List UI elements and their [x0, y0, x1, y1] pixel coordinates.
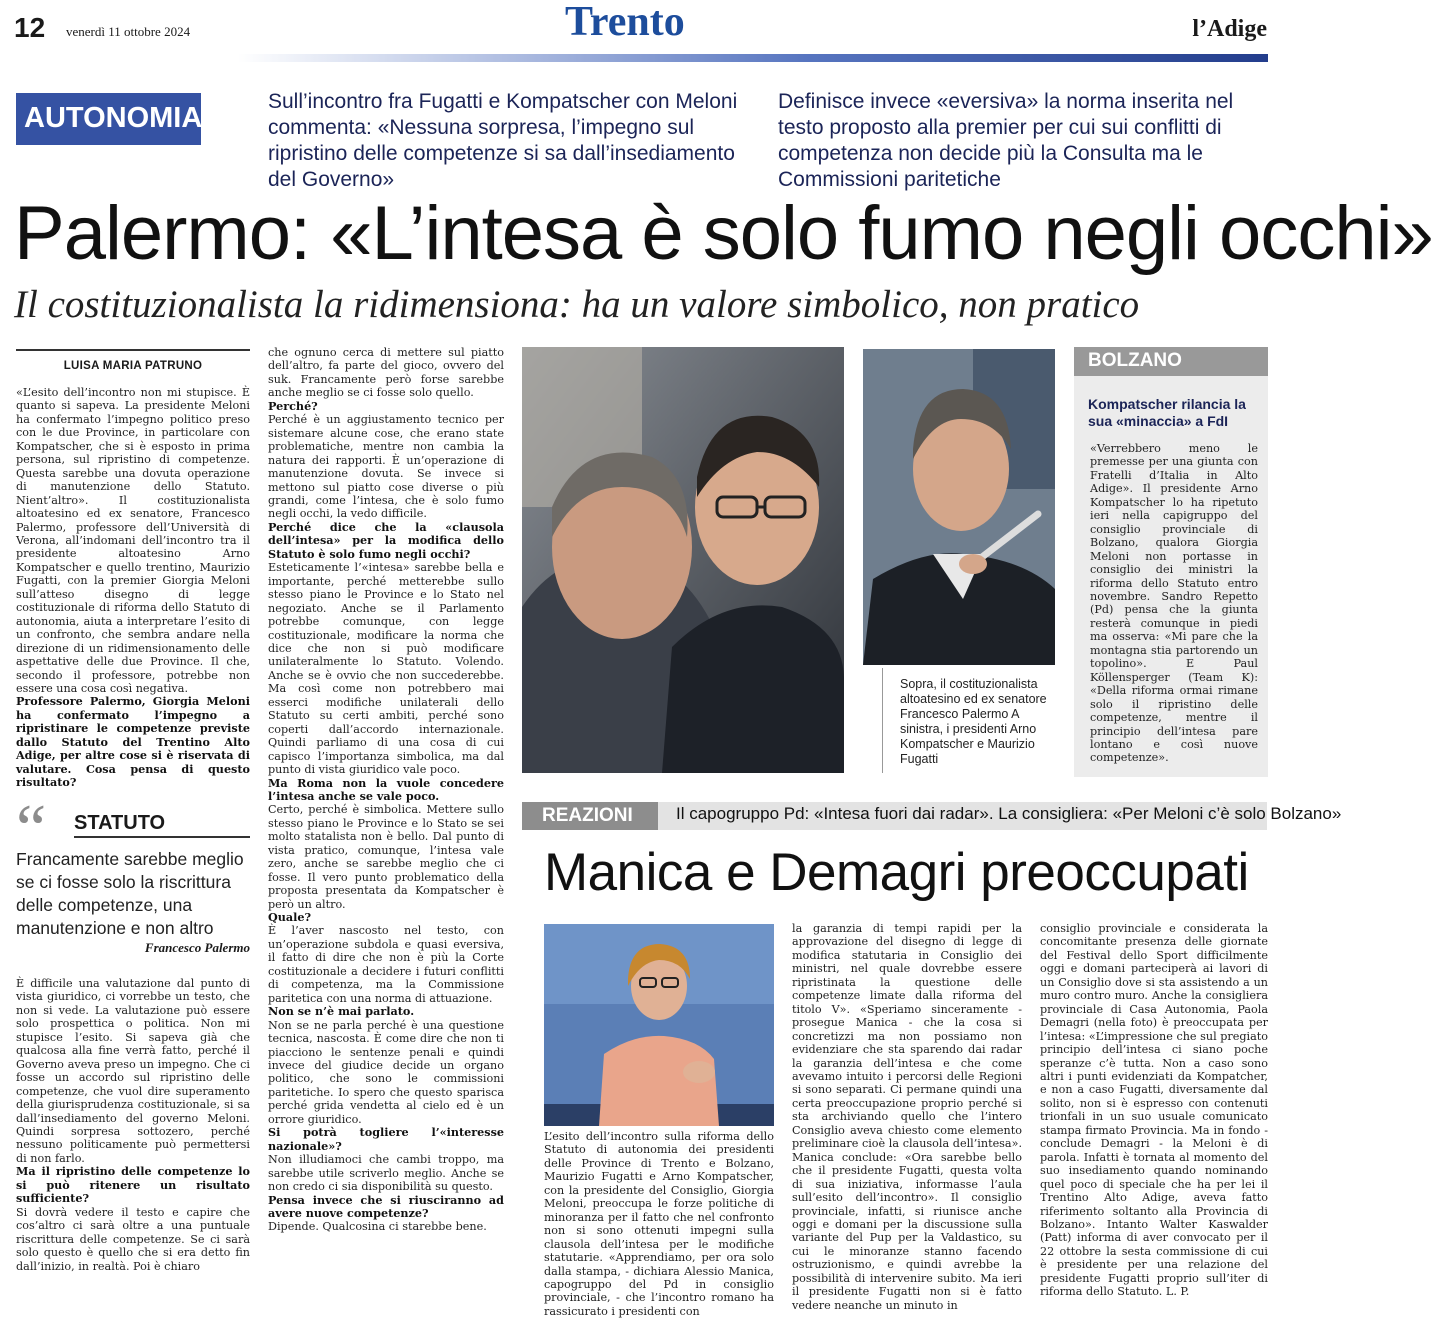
kicker-label: AUTONOMIA	[16, 93, 201, 145]
quote-mark-icon: “	[16, 790, 47, 866]
interview-answer: Certo, perché è simbolica. Mettere sullo stesso piano le Province e lo Stato se sei molto statalista non è bello. Dal punto di vista pratico, comunque, l’intesa vale zero, anche se sarebbe meglio che ci fosse. Il vero punto problematico della proposta presentata da Kompatscher è però un altro.	[268, 803, 504, 911]
deck-right: Definisce invece «eversiva» la norma inserita nel testo proposto alla premier per cui sui conflitti di competenza non decide più la Consulta ma le Commissioni paritetiche	[778, 90, 1234, 191]
sidebar-text: «Verrebbero meno le premesse per una giunta con Fratelli d’Italia in Alto Adige». Il presidente Arno Kompatscher lo ha ripetuto ieri nella capigruppo del consiglio provinciale di Bolzano, qualora Giorgia Meloni non portasse in consiglio dei ministri la riforma dello Statuto entro novembre. Sandro Repetto (Pd) pensa che la giunta resterà comunque in piedi ma osserva: «Mi pare che la montagna stia partorendo un topolino». E Paul Köllensperger (Team K): «Della riforma ormai rimane solo il ripristino delle competenze, mentre il principio dell’intesa pare lontano e così nuove competenze».	[1090, 442, 1258, 765]
newspaper-brand: l’Adige	[1192, 16, 1267, 42]
reazioni-col3: consiglio provinciale e considerata la concomitante presenza delle giornate del Festival dello Sport difficilmente oggi e domani parteciperà ai lavori di un Consiglio dove si sta assistendo a un muro contro muro. Anche la consigliera provinciale di Casa Autonomia, Paola Demagri (nella foto) è preoccupata per l’intesa: «L’impressione che sul pregiato principio dell’intesa ci siano poche speranze c’è tutta. Non a caso sono altri i punti evidenziati da Kompatcher, e non a caso Fugatti, diversamente dal solito, non si è espresso con contenuti trionfali in un suo usuale comunicato stampa firmato Provincia. Ma in fondo - conclude Demagri - la Meloni è di parola. Infatti è tornata al momento del suo insediamento quando nominando quel poco di speciale che ha per lei il Trentino Alto Adige, aveva fatto riferimento soltanto alla Provincia di Bolzano». Intanto Walter Kaswalder (Patt) informa di aver convocato per il 22 ottobre la sesta commissione di cui è presidente per una relazione del presidente Fugatti proprio sull’iter di riforma dello Statuto. L. P.	[1040, 922, 1268, 1299]
section-title: Trento	[565, 0, 685, 45]
presidents-photo-image	[522, 347, 844, 773]
answer-2: Si dovrà vedere il testo e capire che cos’altro ci sarà oltre a una puntuale riscrittura delle competenze. Se ci sarà solo questo è quello che si era detto fin dall’inizio, in realtà. Poi è chiaro	[16, 1205, 250, 1273]
page-number: 12	[14, 12, 46, 43]
answer-1: È difficile una valutazione dal punto di vista giuridico, ci vorrebbe un testo, che non si vede. La valutazione può essere solo prospettica o politica. Non mi stupisce l’esito. Si sapeva già che qualcosa alla fine verrà fatto, perché il Governo aveva preso un impegno. Che ci fosse un accordo sul ripristino delle competenze, che vuol dire superamento della giurisprudenza costituzionale, si sa dall’insediamento del governo Meloni. Quindi sorpresa sottozero, perché nessuno politicamente può permettersi di non farlo.	[16, 977, 250, 1165]
photo-presidents	[522, 347, 844, 773]
photo-demagri	[544, 924, 774, 1126]
byline-rule	[16, 349, 250, 351]
interview-answer: che ognuno cerca di mettere sul piatto dell’altro, fa parte del gioco, ovvero del suk. Francamente però forse sarebbe anche meglio se ci fosse solo quello.	[268, 346, 504, 400]
sidebar-title: Kompatscher rilancia la sua «minaccia» a FdI	[1088, 396, 1246, 429]
issue-date: venerdì 11 ottobre 2024	[66, 24, 191, 39]
deck-left: Sull’incontro fra Fugatti e Kompatscher con Meloni commenta: «Nessuna sorpresa, l’impegno sul ripristino delle competenze si sa dall’insediamento del Governo»	[268, 90, 738, 191]
masthead-bar	[238, 54, 1268, 62]
photo-palermo	[863, 349, 1055, 665]
interview-question: Ma Roma non la vuole concedere l’intesa anche se vale poco.	[268, 775, 504, 803]
interview-answer: Dipende. Qualcosina ci starebbe bene.	[268, 1220, 487, 1234]
sidebar-box	[1074, 347, 1268, 777]
interview-answer: Esteticamente l’«intesa» sarebbe bella e importante, perché metterebbe sullo stesso piano le Province e lo Stato nel negoziato. Anche se il Parlamento potrebbe comunque, con legge costituzionale, modificare la norma che dice che non si può modificare unilateralmente lo Statuto. Volendo. Anche se è ovvio che non succederebbe. Ma così come non potrebbero mai esserci modifiche unilaterali dello Statuto su certi ambiti, perché sono coperti dall’accordo internazionale. Quindi parliamo di una cosa di cui capisco l’importanza simbolica, ma dal punto di vista giuridico vale poco.	[268, 561, 504, 777]
reazioni-col2: la garanzia di tempi rapidi per la approvazione del disegno di legge di modifica statutaria in Consiglio dei ministri, nel quale dovrebbe essere ripristinata la questione delle competenze limate dalla riforma del titolo V». «Speriamo sinceramente - prosegue Manica - che la cosa si concretizzi ma non possiamo non evidenziare che sta sparendo dai radar la garanzia dell’intesa e che come avevamo intuito i percorsi delle Regioni si sono separati. Ci permane quindi una certa preoccupazione proprio perché si sta archiviando quello che l’intero Consiglio aveva chiesto come elemento preliminare cioè la clausola dell’intesa». Manica conclude: «Ora sarebbe bello che il presidente Fugatti, questa volta di sua iniziativa, informasse l’aula sull’esito dell’incontro». Il consiglio provinciale, infatti, si riunisce anche oggi e domani per la discussione sulla variante del Pup per la Valdastico, su cui le minoranze stanno facendo ostruzionismo, e quindi avrebbe la possibilità di intervenire subito. Ma ieri il presidente Fugatti non si è fatto vedere neanche un minuto in	[792, 922, 1022, 1312]
pull-quote-text: Francamente sarebbe meglio se ci fosse solo la riscrittura delle competenze, una manutenzione e non altro	[16, 849, 244, 938]
intro-text: «L’esito dell’incontro non mi stupisce. È quanto si sapeva. La presidente Meloni ha confermato l’impegno politico preso con le due Province, in particolare con Kompatscher, che si è esposto in prima persona, sul ripristino di competenze. Questa sarebbe una dovuta operazione di manutenzione dello Statuto. Nient’altro». Il costituzionalista altoatesino ed ex senatore, Francesco Palermo, professore dell’Università di Verona, all’indomani dell’incontro tra il presidente altoatesino Arno Kompatscher e quello trentino, Maurizio Fugatti, con la premier Giorgia Meloni sull’atteso disegno di legge costituzionale di riforma dello Statuto di autonomia, aiuta a interpretare l’esito di un confronto, che sembra andare nella direzione di un ridimensionamento delle aspettative delle due Province. Il che, secondo il professore, potrebbe non essere una cosa così negativa.	[16, 386, 250, 695]
pull-quote	[16, 790, 250, 960]
reazioni-label: REAZIONI	[522, 802, 658, 830]
article-intro	[16, 386, 250, 790]
article-col1-bottom	[16, 977, 250, 1273]
interview-question: Pensa invece che si riusciranno ad avere nuove competenze?	[268, 1192, 504, 1220]
interview-answer: Non illudiamoci che cambi troppo, ma sarebbe utile scriverlo meglio. Anche se non credo ci sia disponibilità su questo.	[268, 1153, 504, 1194]
reazioni-headline: Manica e Demagri preoccupati	[544, 843, 1249, 902]
interview-question: Non se n’è mai parlato.	[268, 1004, 415, 1019]
interview-answer: Perché è un aggiustamento tecnico per sistemare alcune cose, che erano state problematiche, mentre non cambia la natura dei rapporti. È un’operazione di manutenzione dovuta. Se invece si mettono sul piatto cose diverse o più grandi, come l’intesa, che è solo fumo negli occhi, la vedo difficile.	[268, 413, 504, 521]
pull-quote-rule	[74, 836, 250, 838]
caption-rule	[882, 668, 883, 773]
reazioni-col1: L’esito dell’incontro sulla riforma dello Statuto di autonomia dei presidenti delle Province di Trento e Bolzano, Maurizio Fugatti e Arno Kompatscher, con la presidente del Consiglio, Giorgia Meloni, preoccupa le forze politiche di minoranza per il fatto che nel confronto non si sono ottenuti impegni sulla clausola dell’intesa per le modifiche statutarie. «Apprendiamo, per ora solo dalla stampa, - dichiara Alessio Manica, capogruppo del Pd in consiglio provinciale, - che l’incontro romano ha rassicurato i presidenti con	[544, 1130, 774, 1318]
pull-quote-label: STATUTO	[74, 812, 166, 834]
photo-caption: Sopra, il costituzionalista altoatesino ed ex senatore Francesco Palermo A sinistra, i presidenti Arno Kompatscher e Maurizio Fugatti	[900, 677, 1047, 766]
question-2: Ma il ripristino delle competenze lo si può ritenere un risultato sufficiente?	[16, 1164, 250, 1206]
interview-question: Quale?	[268, 910, 312, 925]
article-col2	[268, 346, 504, 1234]
main-headline: Palermo: «L’intesa è solo fumo negli occhi»	[14, 191, 1433, 276]
byline: LUISA MARIA PATRUNO	[63, 360, 203, 372]
interview-question: Perché?	[268, 398, 318, 413]
palermo-photo-image	[863, 349, 1055, 665]
pull-quote-author: Francesco Palermo	[144, 940, 250, 955]
reazioni-deck: Il capogruppo Pd: «Intesa fuori dai radar». La consigliera: «Per Meloni c’è solo Bolzano»	[676, 804, 1342, 823]
demagri-photo-image	[544, 924, 774, 1126]
interview-question: Si potrà togliere l’«interesse nazionale»?	[268, 1125, 504, 1153]
interview-question: Perché dice che la «clausola dell’intesa» per la modifica dello Statuto è solo fumo negli occhi?	[268, 519, 504, 561]
subheadline: Il costituzionalista la ridimensiona: ha un valore simbolico, non pratico	[14, 283, 1140, 326]
question-1: Professore Palermo, Giorgia Meloni ha confermato l’impegno a ripristinare le competenze previste dallo Statuto del Trentino Alto Adige, per altre cose si è riservata di valutare. Cosa pensa di questo risultato?	[16, 694, 250, 790]
sidebar-label: BOLZANO	[1074, 347, 1268, 376]
interview-answer: Non se ne parla perché è una questione tecnica, nascosta. È come dire che non ti piacciono le sentenze penali e quindi invece del giudice decide un organo politico, che sono le commissioni paritetiche. Io spero che questo sparisca perché grida vendetta al cielo ed è un orrore giuridico.	[268, 1018, 504, 1126]
interview-answer: È l’aver nascosto nel testo, con un’operazione subdola e quasi eversiva, il fatto di dire che non è più la Corte costituzionale a decidere i futuri conflitti di competenza, ma la Commissione paritetica con una norma di attuazione.	[268, 924, 504, 1005]
